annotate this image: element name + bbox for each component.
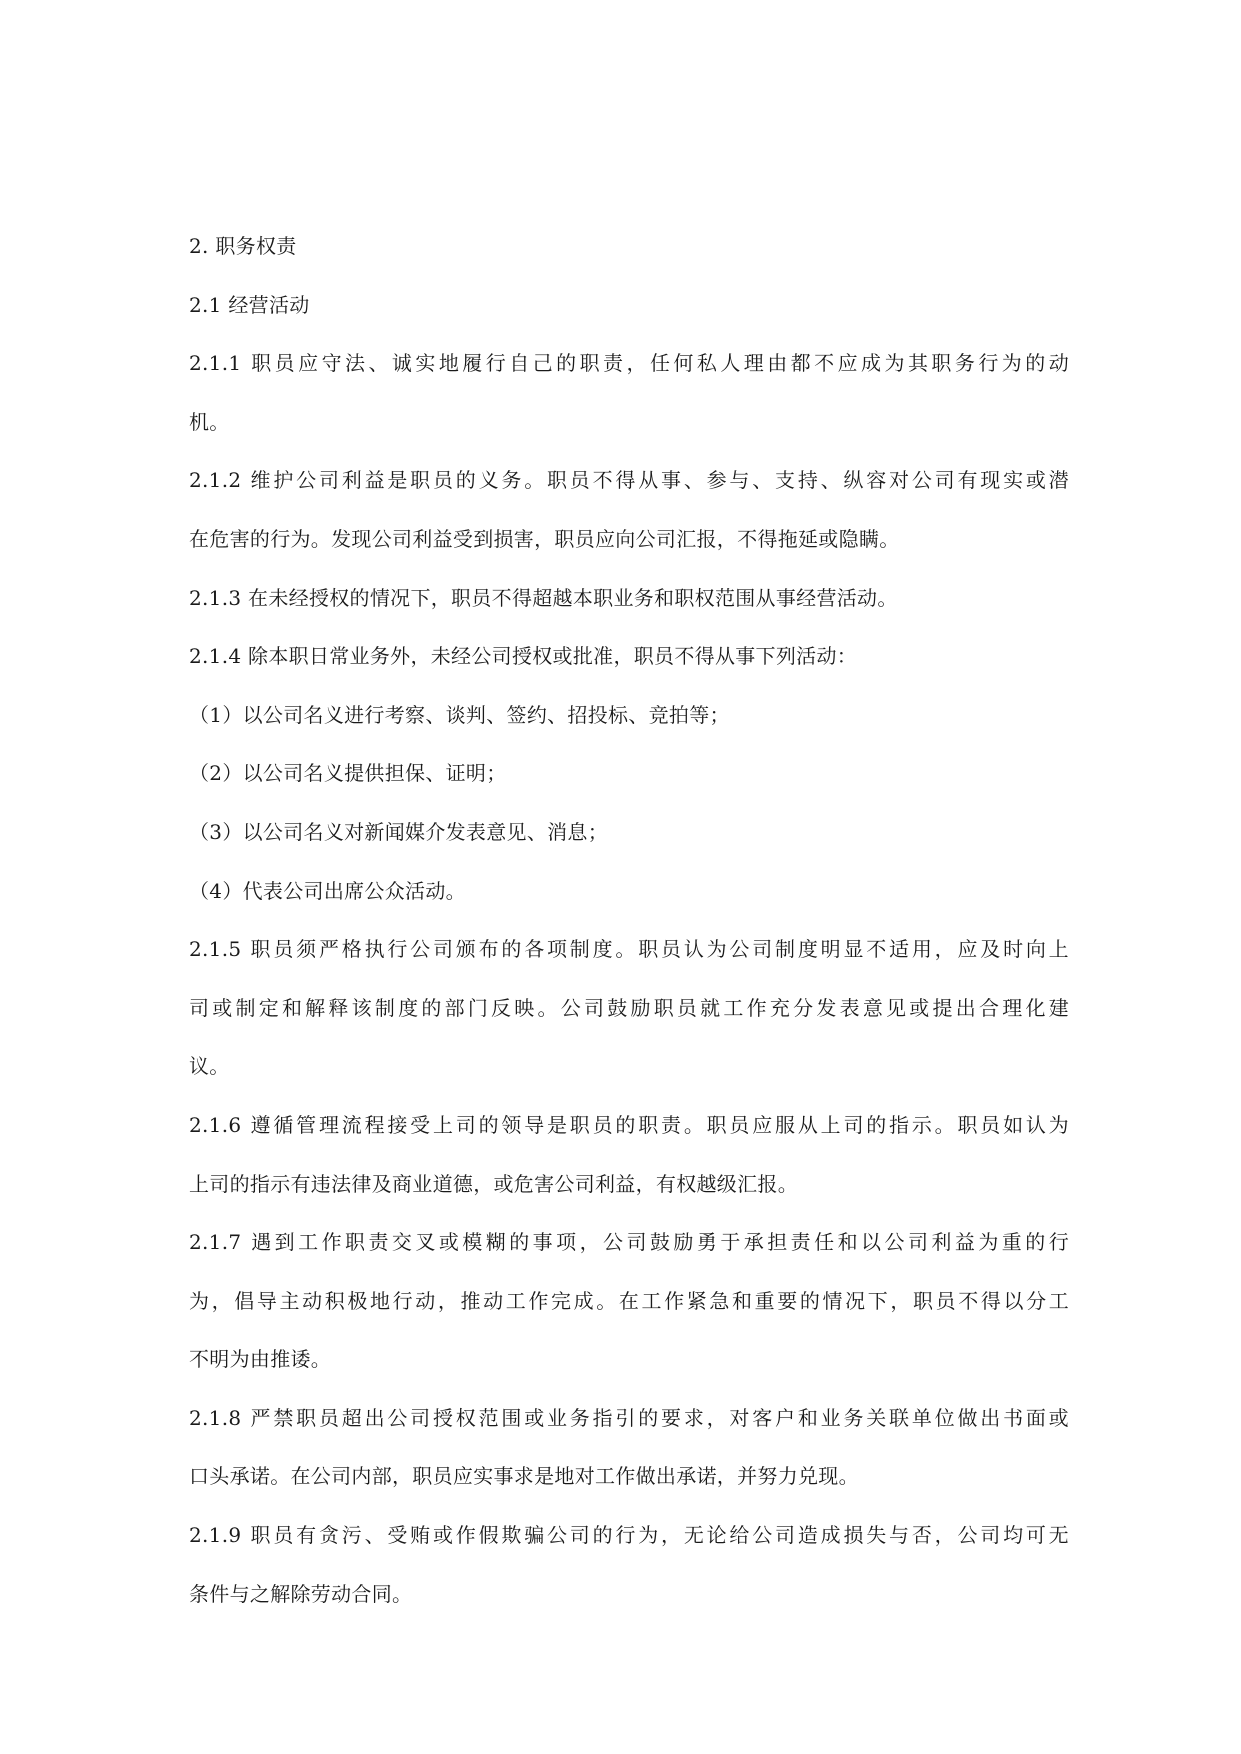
section-heading: 2. 职务权责	[189, 234, 297, 258]
clause-2-1-5: 2.1.5 职员须严格执行公司颁布的各项制度。职员认为公司制度明显不适用，应及时向上	[189, 937, 1069, 962]
clause-2-1-7-cont: 为，倡导主动积极地行动，推动工作完成。在工作紧急和重要的情况下，职员不得以分工	[189, 1288, 1069, 1313]
clause-2-1-5-end: 议。	[189, 1054, 230, 1079]
clause-2-1-9-cont: 条件与之解除劳动合同。	[189, 1581, 413, 1606]
clause-2-1-7: 2.1.7 遇到工作职责交叉或模糊的事项，公司鼓励勇于承担责任和以公司利益为重的行	[189, 1230, 1069, 1255]
clause-2-1-3: 2.1.3 在未经授权的情况下，职员不得超越本职业务和职权范围从事经营活动。	[189, 585, 898, 610]
clause-2-1-1-cont: 机。	[189, 409, 230, 434]
clause-2-1-8-cont: 口头承诺。在公司内部，职员应实事求是地对工作做出承诺，并努力兑现。	[189, 1464, 859, 1489]
clause-2-1-7-end: 不明为由推诿。	[189, 1347, 332, 1372]
clause-2-1-1: 2.1.1 职员应守法、诚实地履行自己的职责，任何私人理由都不应成为其职务行为的动	[189, 351, 1069, 376]
list-item-3: （3）以公司名义对新闻媒介发表意见、消息；	[189, 819, 609, 844]
clause-2-1-6: 2.1.6 遵循管理流程接受上司的领导是职员的职责。职员应服从上司的指示。职员如认为	[189, 1112, 1069, 1137]
list-item-4: （4）代表公司出席公众活动。	[189, 878, 466, 903]
clause-2-1-9: 2.1.9 职员有贪污、受贿或作假欺骗公司的行为，无论给公司造成损失与否，公司均可无	[189, 1523, 1069, 1548]
clause-2-1-2-cont: 在危害的行为。发现公司利益受到损害，职员应向公司汇报，不得拖延或隐瞒。	[189, 526, 900, 551]
clause-2-1-2: 2.1.2 维护公司利益是职员的义务。职员不得从事、参与、支持、纵容对公司有现实或潜	[189, 468, 1069, 493]
document-body	[189, 217, 1069, 1623]
clause-2-1-4: 2.1.4 除本职日常业务外，未经公司授权或批准，职员不得从事下列活动：	[189, 644, 858, 669]
clause-2-1-6-cont: 上司的指示有违法律及商业道德，或危害公司利益，有权越级汇报。	[189, 1171, 798, 1196]
subsection-heading: 2.1 经营活动	[189, 292, 310, 317]
list-item-1: （1）以公司名义进行考察、谈判、签约、招投标、竞拍等；	[189, 702, 730, 727]
clause-2-1-5-cont: 司或制定和解释该制度的部门反映。公司鼓励职员就工作充分发表意见或提出合理化建	[189, 995, 1069, 1020]
clause-2-1-8: 2.1.8 严禁职员超出公司授权范围或业务指引的要求，对客户和业务关联单位做出书面或	[189, 1405, 1069, 1430]
list-item-2: （2）以公司名义提供担保、证明；	[189, 761, 507, 786]
